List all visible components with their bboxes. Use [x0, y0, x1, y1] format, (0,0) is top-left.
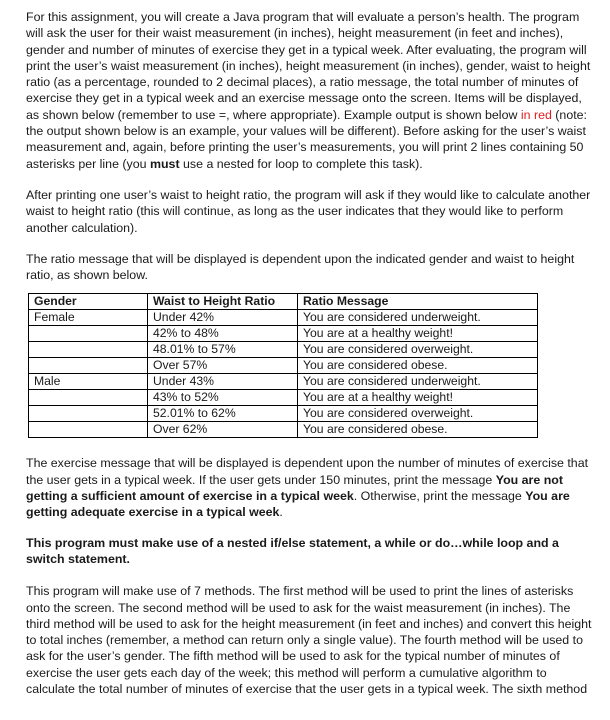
- message-cell: You are considered obese.: [298, 358, 538, 374]
- intro-text-2: (note: the output shown below is an example, your values will be different). Before asking for the user’s waist measurement and, again, before printing the user’s measurements, you will print 2 lines containing 50 asterisks per line (you: [26, 107, 587, 171]
- gender-cell: [29, 326, 148, 342]
- gender-cell: Female: [29, 310, 148, 326]
- gender-cell: [29, 406, 148, 422]
- ratio-cell: 52.01% to 62%: [148, 406, 298, 422]
- message-cell: You are considered overweight.: [298, 406, 538, 422]
- message-cell: You are considered underweight.: [298, 310, 538, 326]
- table-row: [29, 374, 538, 390]
- message-cell: You are considered obese.: [298, 422, 538, 438]
- table-row: [29, 358, 538, 374]
- table-row: [29, 422, 538, 438]
- ratio-intro-paragraph: The ratio message that will be displayed is dependent upon the indicated gender and waist to height ratio, as shown below.: [26, 251, 575, 283]
- intro-text-1: For this assignment, you will create a Java program that will evaluate a person’s health. The program will ask the user for their waist measurement (in inches), height measurement (in feet and inches), gender and number of minutes of exercise they get in a typical week. After evaluating, the program will print the user’s waist measurement (in inches), height measurement (in inches), gender, waist to height ratio (as a percentage, rounded to 2 decimal places), a ratio message, the total number of minutes of exercise they get in a typical week and an exercise message onto the screen. Items will be displayed, as shown below (remember to use =, where appropriate). Example output is shown below: [26, 10, 591, 122]
- requirements-paragraph: [26, 535, 594, 568]
- requirements-text: This program must make use of a nested if/else statement, a while or do…while loop and a switch statement.: [26, 535, 559, 566]
- ratio-cell: 48.01% to 57%: [148, 342, 298, 358]
- in-red-text: in red: [520, 107, 552, 122]
- ratio-cell: Over 57%: [148, 358, 298, 374]
- header-message: Ratio Message: [298, 294, 538, 310]
- exercise-text-2: . Otherwise, print the message: [353, 489, 526, 504]
- table-header-row: [29, 294, 538, 310]
- header-ratio: Waist to Height Ratio: [148, 294, 298, 310]
- repeat-paragraph: After printing one user’s waist to height ratio, the program will ask if they would like to calculate another waist to height ratio (this will continue, as long as the user indicates that they would like to perform another calculation).: [26, 187, 591, 235]
- exercise-text-1: The exercise message that will be displayed is dependent upon the number of minutes of exercise that the user gets in a typical week. If the user gets under 150 minutes, print the message: [26, 456, 589, 487]
- ratio-cell: 43% to 52%: [148, 390, 298, 406]
- adequate-message: You are getting adequate exercise in a typical week: [26, 489, 570, 520]
- table-row: [29, 390, 538, 406]
- intro-paragraph: [26, 9, 594, 172]
- intro-text-3: use a nested for loop to complete this task).: [179, 156, 423, 171]
- table-row: [29, 326, 538, 342]
- ratio-cell: 42% to 48%: [148, 326, 298, 342]
- gender-cell: [29, 390, 148, 406]
- message-cell: You are considered underweight.: [298, 374, 538, 390]
- insufficient-message: You are not getting a sufficient amount of exercise in a typical week: [26, 472, 563, 504]
- must-emphasis: must: [149, 156, 180, 171]
- table-row: [29, 406, 538, 422]
- message-cell: You are at a healthy weight!: [298, 326, 538, 342]
- methods-paragraph: This program will make use of 7 methods. The first method will be used to print the lines of asterisks onto the screen. The second method will be used to ask for the waist measurement (in inches). The third method will be used to ask for the height measurement (in feet and inches) and convert this height to total inches (remember, a method can return only a single value). The fourth method will be used to ask for the user’s gender. The fifth method will be used to ask for the typical number of minutes of exercise the user gets each day of the week; this method will perform a cumulative algorithm to calculate the total number of minutes of exercise that the user gets in a typical week. The sixth method: [26, 584, 592, 697]
- message-cell: You are considered overweight.: [298, 342, 538, 358]
- header-gender: Gender: [29, 294, 148, 310]
- gender-cell: [29, 422, 148, 438]
- ratio-cell: Under 42%: [148, 310, 298, 326]
- ratio-cell: Under 43%: [148, 374, 298, 390]
- gender-cell: [29, 358, 148, 374]
- exercise-paragraph: [26, 455, 594, 520]
- message-cell: You are at a healthy weight!: [298, 390, 538, 406]
- ratio-table: [28, 293, 538, 438]
- gender-cell: [29, 342, 148, 358]
- ratio-cell: Over 62%: [148, 422, 298, 438]
- table-row: [29, 342, 538, 358]
- table-row: [29, 310, 538, 326]
- exercise-text-3: .: [279, 505, 283, 520]
- gender-cell: Male: [29, 374, 148, 390]
